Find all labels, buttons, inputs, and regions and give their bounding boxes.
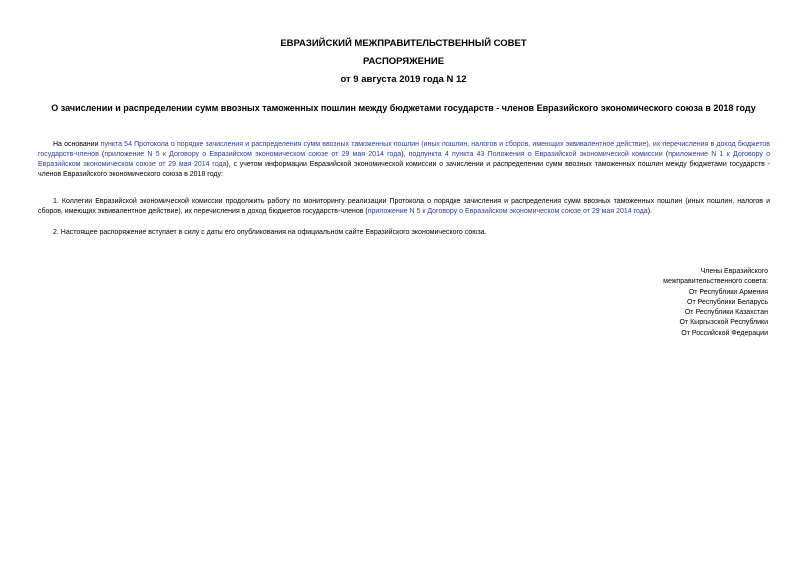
document-date-number: от 9 августа 2019 года N 12	[340, 74, 467, 85]
preamble-text-3: ),	[401, 151, 409, 158]
signature-armenia: От Республики Армения	[688, 288, 768, 296]
council-heading: ЕВРАЗИЙСКИЙ МЕЖПРАВИТЕЛЬСТВЕННЫЙ СОВЕТ	[280, 38, 527, 49]
treaty-annex-5-link[interactable]: приложение N 5 к Договору о Евразийском экономическом союзе от 29 мая 2014 года	[104, 151, 402, 158]
preamble-text-2: (	[98, 151, 105, 158]
document-title: О зачислении и распределении сумм ввозных таможенных пошлин между бюджетами государств - членов Евразийского экономического союза в 2018 году	[51, 103, 756, 113]
treaty-annex-1-link[interactable]: приложение N 1 к Договору о Евразийском экономическом союзе от 29 мая 2014 года	[38, 151, 770, 168]
item-1-text-1: 1. Коллегии Евразийской экономической комиссии продолжить работу по мониторингу реализации Протокола о порядке зачисления и распределения сумм ввозных таможенных пошлин (иных пошлин, налогов и сборов, имеющих эквивалентное действие), их перечисления в доход бюджетов государств-членов (	[38, 198, 770, 215]
document-type: РАСПОРЯЖЕНИЕ	[362, 56, 445, 67]
signature-block	[568, 267, 768, 339]
preamble-paragraph	[38, 140, 770, 180]
preamble-text-4: (	[662, 151, 669, 158]
commission-regulation-link[interactable]: подпункта 4 пункта 43 Положения о Евразийской экономической комиссии	[408, 151, 663, 158]
item-1-paragraph	[38, 197, 770, 217]
signature-kyrgyzstan: От Кыргызской Республики	[679, 319, 768, 327]
preamble-text-1: На основании	[53, 141, 101, 148]
signature-russia: От Российской Федерации	[681, 329, 768, 337]
protocol-link[interactable]: пункта 54 Протокола о порядке зачисления и распределения сумм ввозных таможенных пошлин (иных пошлин, налогов и сборов, имеющих эквивалентное действие), их перечисления в доход бюджетов государств-членов	[38, 141, 770, 158]
signature-belarus: От Республики Беларусь	[687, 298, 768, 306]
item-1-treaty-link[interactable]: приложение N 5 к Договору о Евразийском экономическом союзе от 29 мая 2014 года	[367, 208, 648, 215]
preamble-text-5: ), с учетом информации Евразийской экономической комиссии о зачислении и распределении сумм ввозных таможенных пошлин между бюджетами государств - членов Евразийского экономического союза в 2018 году:	[38, 161, 770, 178]
signature-kazakhstan: От Республики Казахстан	[684, 309, 768, 317]
item-2-paragraph: 2. Настоящее распоряжение вступает в силу с даты его опубликования на официальном сайте Евразийского экономического союза.	[53, 229, 487, 236]
signature-line-1: Члены Евразийского	[700, 268, 768, 275]
item-1-text-2: ).	[647, 208, 652, 215]
signature-line-2: межправительственного совета:	[663, 278, 768, 286]
